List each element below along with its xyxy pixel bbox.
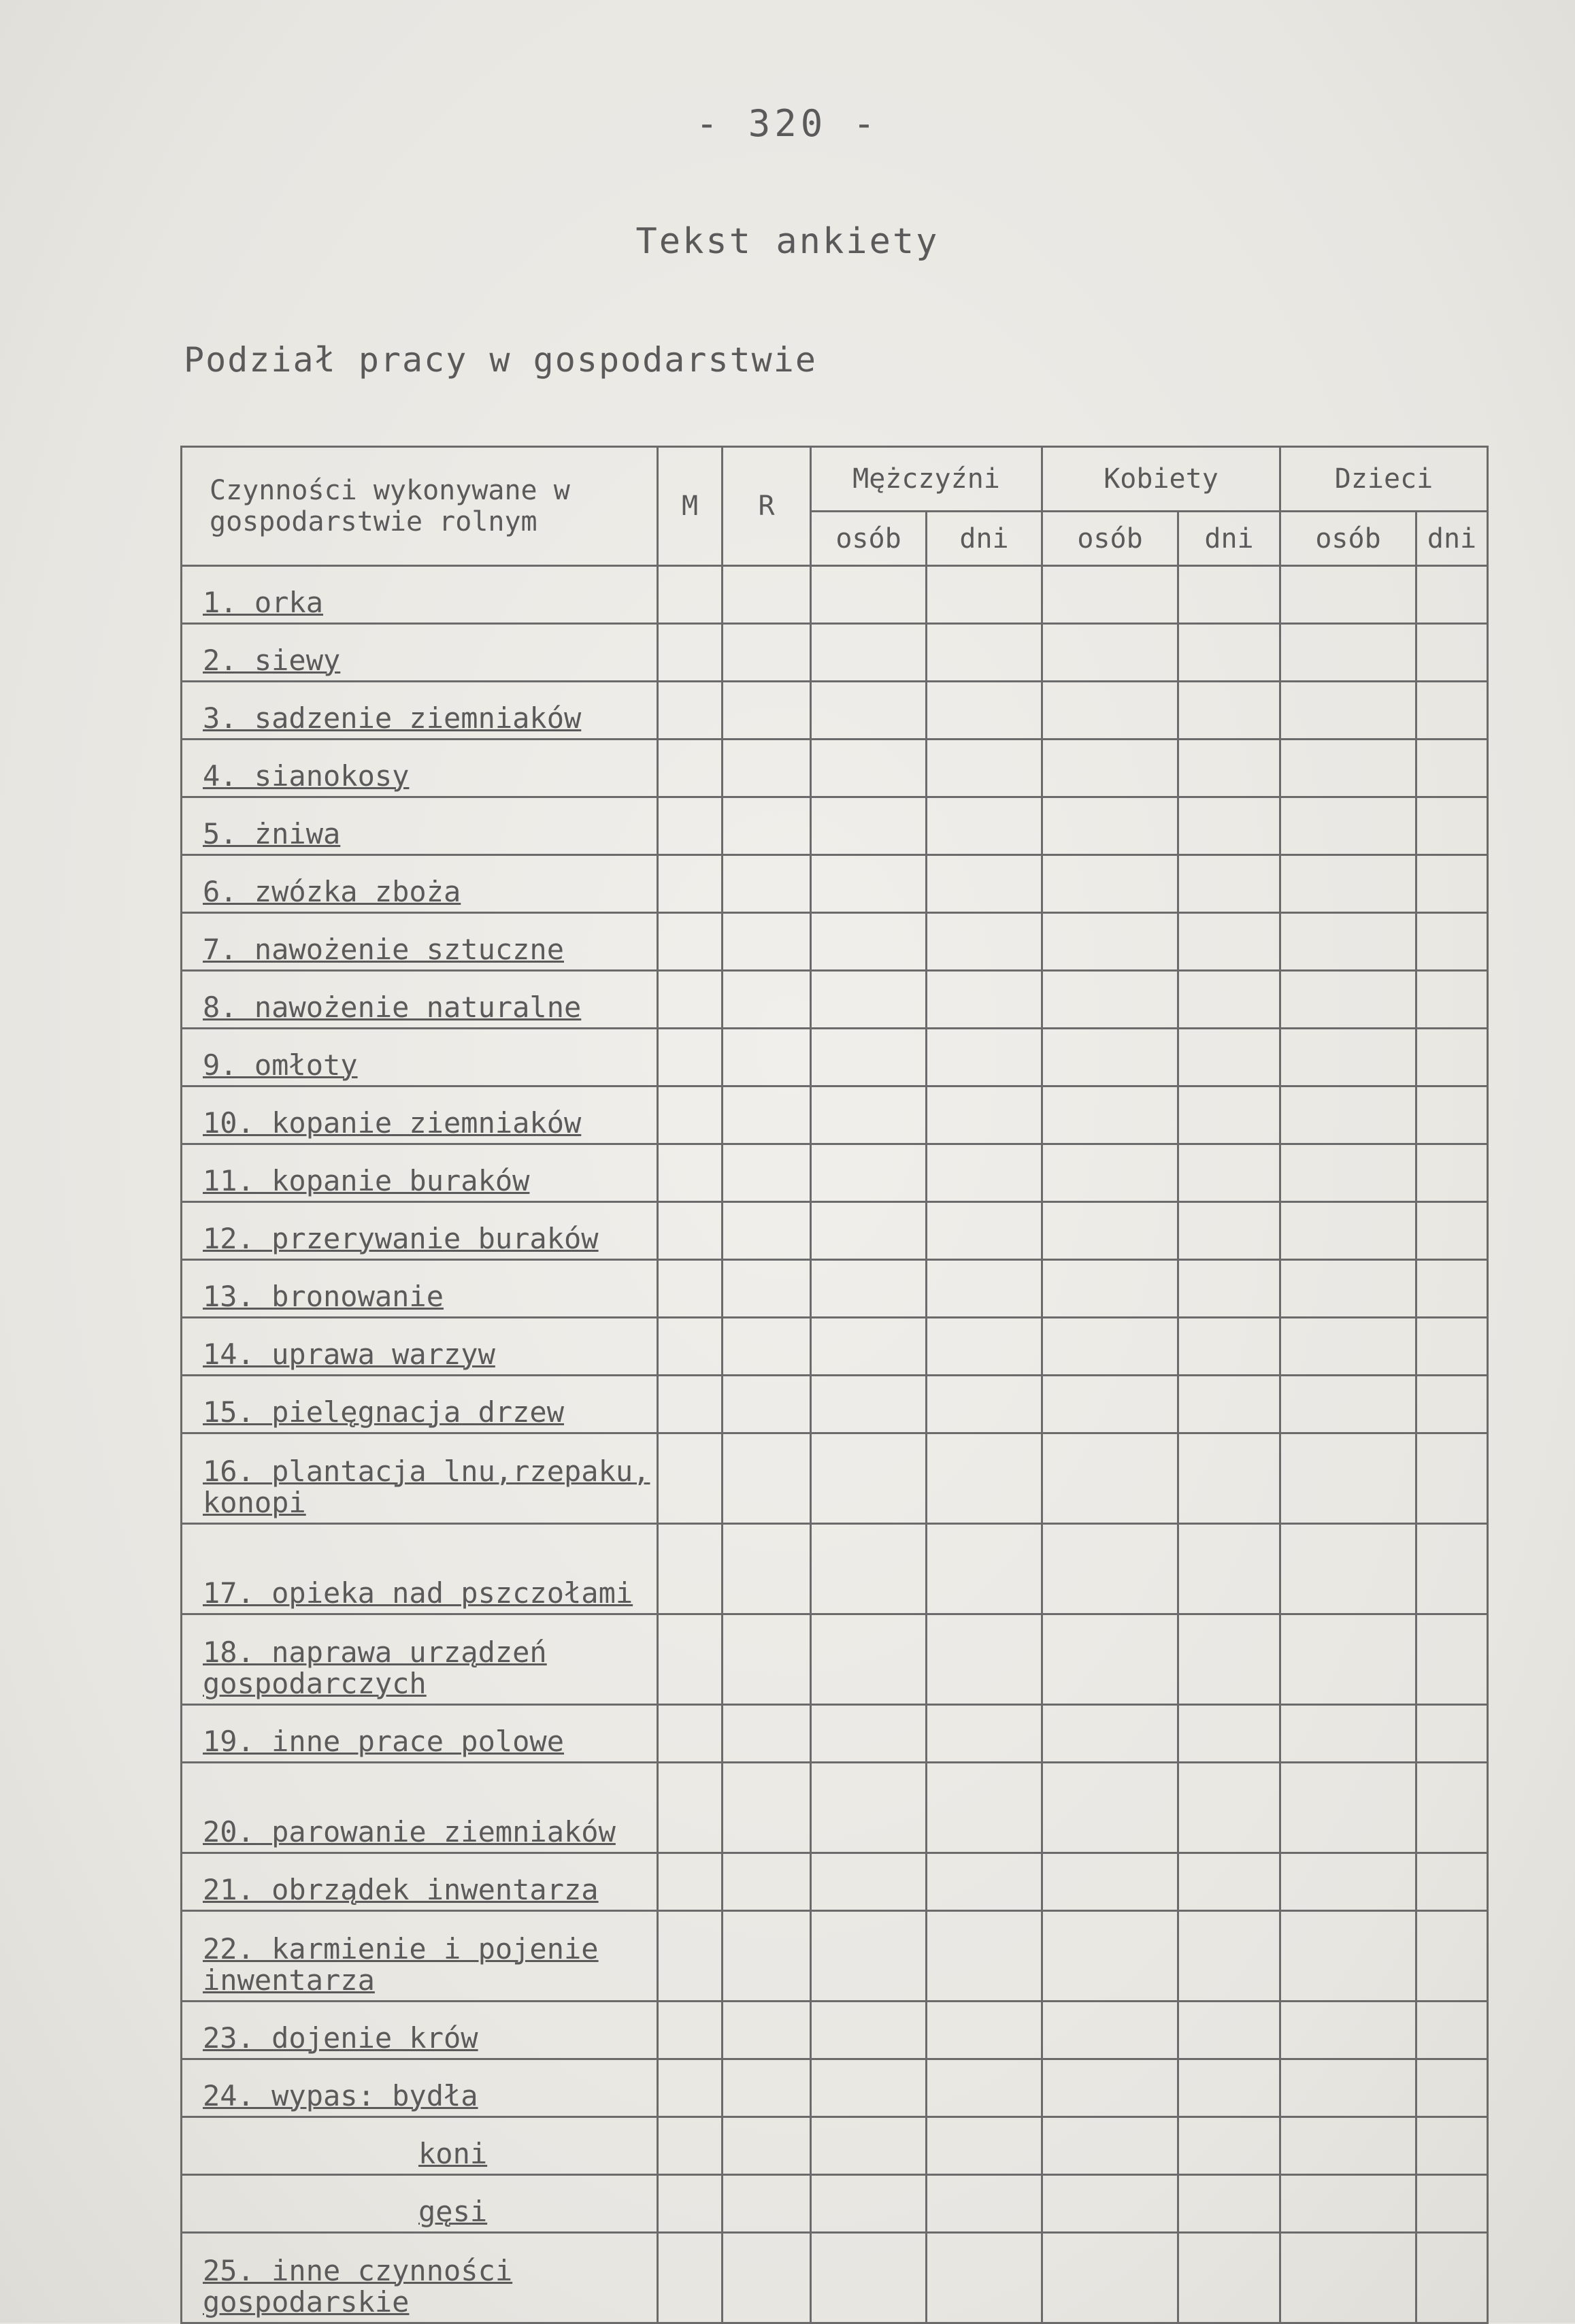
cell-women-days: [1178, 1763, 1280, 1853]
table-row: [182, 566, 1488, 624]
cell-children-days: [1416, 1086, 1488, 1144]
cell-women-days: [1178, 913, 1280, 971]
cell-r: [723, 1705, 811, 1763]
table-row: [182, 1376, 1488, 1433]
cell-women-days: [1178, 1086, 1280, 1144]
cell-r: [723, 566, 811, 624]
table-row: [182, 913, 1488, 971]
activity-label: 8. nawożenie naturalne: [203, 991, 582, 1024]
cell-children-persons: [1280, 1144, 1416, 1202]
header-activity: Czynności wykonywane w gospodarstwie rolnym: [182, 447, 658, 566]
activity-label: 17. opieka nad pszczołami: [203, 1576, 633, 1610]
table-row: [182, 1260, 1488, 1318]
cell-m: [658, 1086, 723, 1144]
activity-label: 21. obrządek inwentarza: [203, 1873, 599, 1906]
cell-men-days: [927, 1029, 1042, 1086]
activity-label: 25. inne czynności gospodarskie: [203, 2254, 513, 2319]
cell-women-persons: [1042, 2002, 1178, 2059]
cell-children-days: [1416, 1433, 1488, 1524]
cell-women-days: [1178, 624, 1280, 682]
activity-label: 1. orka: [203, 586, 324, 619]
cell-women-persons: [1042, 1614, 1178, 1705]
cell-r: [723, 1853, 811, 1911]
cell-children-persons: [1280, 1433, 1416, 1524]
cell-men-days: [927, 855, 1042, 913]
cell-children-days: [1416, 1376, 1488, 1433]
cell-women-days: [1178, 1260, 1280, 1318]
cell-children-persons: [1280, 971, 1416, 1029]
cell-men-persons: [811, 2002, 927, 2059]
cell-women-persons: [1042, 1086, 1178, 1144]
table-row: [182, 2059, 1488, 2117]
table-row: [182, 740, 1488, 797]
cell-men-days: [927, 797, 1042, 855]
table-row: [182, 682, 1488, 740]
table-row: [182, 1614, 1488, 1705]
cell-r: [723, 971, 811, 1029]
cell-m: [658, 1433, 723, 1524]
cell-children-days: [1416, 1524, 1488, 1614]
cell-r: [723, 855, 811, 913]
cell-women-persons: [1042, 1763, 1178, 1853]
activity-label: 10. kopanie ziemniaków: [203, 1106, 582, 1140]
cell-children-persons: [1280, 1086, 1416, 1144]
cell-children-days: [1416, 2117, 1488, 2175]
header-women: Kobiety: [1042, 447, 1280, 512]
cell-men-days: [927, 913, 1042, 971]
activity-label: 14. uprawa warzyw: [203, 1338, 495, 1371]
cell-children-days: [1416, 682, 1488, 740]
cell-children-persons: [1280, 2002, 1416, 2059]
table-row: [182, 624, 1488, 682]
activity-label: 23. dojenie krów: [203, 2021, 478, 2055]
cell-children-persons: [1280, 1614, 1416, 1705]
cell-men-days: [927, 1260, 1042, 1318]
cell-women-days: [1178, 797, 1280, 855]
cell-children-days: [1416, 2175, 1488, 2233]
cell-men-days: [927, 1911, 1042, 2002]
cell-m: [658, 1705, 723, 1763]
table-row: [182, 1318, 1488, 1376]
activity-label: gęsi: [418, 2195, 488, 2228]
cell-men-persons: [811, 1202, 927, 1260]
cell-children-days: [1416, 913, 1488, 971]
cell-children-days: [1416, 1029, 1488, 1086]
cell-m: [658, 1853, 723, 1911]
table-row: [182, 855, 1488, 913]
cell-men-persons: [811, 855, 927, 913]
cell-children-persons: [1280, 1911, 1416, 2002]
cell-women-persons: [1042, 1433, 1178, 1524]
cell-r: [723, 1086, 811, 1144]
cell-m: [658, 1318, 723, 1376]
cell-m: [658, 1260, 723, 1318]
cell-children-days: [1416, 2059, 1488, 2117]
cell-women-days: [1178, 1029, 1280, 1086]
header-children-days: dni: [1416, 512, 1488, 566]
cell-women-persons: [1042, 682, 1178, 740]
cell-men-days: [927, 1524, 1042, 1614]
cell-children-persons: [1280, 2059, 1416, 2117]
cell-women-days: [1178, 566, 1280, 624]
cell-women-days: [1178, 2233, 1280, 2323]
cell-children-persons: [1280, 1029, 1416, 1086]
table-row: [182, 2233, 1488, 2323]
cell-men-days: [927, 2059, 1042, 2117]
cell-children-days: [1416, 1705, 1488, 1763]
cell-children-days: [1416, 797, 1488, 855]
cell-women-days: [1178, 682, 1280, 740]
cell-children-days: [1416, 1202, 1488, 1260]
cell-m: [658, 682, 723, 740]
cell-r: [723, 2059, 811, 2117]
activity-label: 2. siewy: [203, 644, 341, 677]
activity-label: 16. plantacja lnu,rzepaku, konopi: [203, 1455, 650, 1519]
table-row: [182, 1524, 1488, 1614]
cell-men-persons: [811, 1029, 927, 1086]
cell-men-persons: [811, 971, 927, 1029]
cell-women-persons: [1042, 971, 1178, 1029]
activity-label: 20. parowanie ziemniaków: [203, 1815, 616, 1848]
cell-men-persons: [811, 1260, 927, 1318]
activity-label: 15. pielęgnacja drzew: [203, 1395, 565, 1429]
cell-m: [658, 624, 723, 682]
cell-children-days: [1416, 971, 1488, 1029]
header-m: M: [658, 447, 723, 566]
cell-men-days: [927, 971, 1042, 1029]
cell-children-persons: [1280, 624, 1416, 682]
table-row: [182, 1705, 1488, 1763]
cell-men-persons: [811, 2175, 927, 2233]
cell-m: [658, 1763, 723, 1853]
cell-r: [723, 1318, 811, 1376]
cell-women-persons: [1042, 1318, 1178, 1376]
cell-children-persons: [1280, 1705, 1416, 1763]
activity-label: 11. kopanie buraków: [203, 1164, 530, 1197]
cell-children-days: [1416, 566, 1488, 624]
cell-children-days: [1416, 2002, 1488, 2059]
cell-men-persons: [811, 797, 927, 855]
table-row: [182, 1911, 1488, 2002]
cell-m: [658, 1614, 723, 1705]
cell-children-days: [1416, 1614, 1488, 1705]
cell-r: [723, 2233, 811, 2323]
cell-women-persons: [1042, 1029, 1178, 1086]
cell-women-days: [1178, 855, 1280, 913]
cell-r: [723, 740, 811, 797]
cell-men-days: [927, 1433, 1042, 1524]
cell-children-persons: [1280, 1318, 1416, 1376]
cell-r: [723, 1614, 811, 1705]
cell-men-days: [927, 2117, 1042, 2175]
cell-men-days: [927, 1763, 1042, 1853]
cell-women-persons: [1042, 797, 1178, 855]
cell-women-days: [1178, 2059, 1280, 2117]
cell-m: [658, 740, 723, 797]
cell-men-persons: [811, 682, 927, 740]
cell-children-days: [1416, 1318, 1488, 1376]
header-men-persons: osób: [811, 512, 927, 566]
table-row: [182, 1433, 1488, 1524]
header-children-persons: osób: [1280, 512, 1416, 566]
cell-men-days: [927, 566, 1042, 624]
cell-women-persons: [1042, 566, 1178, 624]
cell-women-days: [1178, 1376, 1280, 1433]
document-title: Tekst ankiety: [635, 221, 940, 262]
cell-r: [723, 2002, 811, 2059]
cell-men-days: [927, 1202, 1042, 1260]
cell-men-days: [927, 1853, 1042, 1911]
cell-children-persons: [1280, 682, 1416, 740]
cell-women-persons: [1042, 2117, 1178, 2175]
cell-r: [723, 682, 811, 740]
cell-women-days: [1178, 1524, 1280, 1614]
cell-women-persons: [1042, 855, 1178, 913]
cell-r: [723, 1029, 811, 1086]
activity-label: 19. inne prace polowe: [203, 1725, 565, 1758]
cell-r: [723, 1524, 811, 1614]
cell-r: [723, 913, 811, 971]
cell-women-days: [1178, 1433, 1280, 1524]
cell-men-persons: [811, 1086, 927, 1144]
activity-label: koni: [418, 2137, 488, 2170]
table-row: [182, 1086, 1488, 1144]
cell-men-persons: [811, 1376, 927, 1433]
cell-m: [658, 566, 723, 624]
cell-women-days: [1178, 1853, 1280, 1911]
cell-women-persons: [1042, 913, 1178, 971]
cell-children-persons: [1280, 2233, 1416, 2323]
cell-women-persons: [1042, 2059, 1178, 2117]
cell-women-persons: [1042, 2175, 1178, 2233]
cell-men-persons: [811, 1763, 927, 1853]
cell-women-persons: [1042, 1705, 1178, 1763]
cell-m: [658, 1029, 723, 1086]
cell-children-persons: [1280, 797, 1416, 855]
cell-women-persons: [1042, 1376, 1178, 1433]
table-row: [182, 1763, 1488, 1853]
cell-r: [723, 1144, 811, 1202]
page-number: - 320 -: [695, 102, 880, 145]
activity-label: 7. nawożenie sztuczne: [203, 933, 565, 966]
cell-women-days: [1178, 971, 1280, 1029]
activity-label: 12. przerywanie buraków: [203, 1222, 599, 1255]
cell-r: [723, 2175, 811, 2233]
cell-children-days: [1416, 1260, 1488, 1318]
cell-men-persons: [811, 2059, 927, 2117]
cell-men-persons: [811, 1524, 927, 1614]
cell-r: [723, 797, 811, 855]
header-children: Dzieci: [1280, 447, 1488, 512]
cell-r: [723, 1376, 811, 1433]
activity-label: 18. naprawa urządzeń gospodarczych: [203, 1636, 547, 1700]
table-row: [182, 2117, 1488, 2175]
section-title: Podział pracy w gospodarstwie: [184, 340, 817, 380]
cell-men-persons: [811, 1705, 927, 1763]
cell-men-persons: [811, 1144, 927, 1202]
activity-label: 6. zwózka zboża: [203, 875, 461, 908]
cell-r: [723, 1202, 811, 1260]
cell-women-persons: [1042, 1202, 1178, 1260]
cell-r: [723, 624, 811, 682]
cell-m: [658, 1144, 723, 1202]
header-men-days: dni: [927, 512, 1042, 566]
activity-label: 24. wypas: bydła: [203, 2079, 478, 2112]
cell-children-days: [1416, 855, 1488, 913]
cell-r: [723, 1433, 811, 1524]
activity-label: 22. karmienie i pojenie inwentarza: [203, 1932, 599, 1997]
cell-m: [658, 2002, 723, 2059]
cell-men-days: [927, 1318, 1042, 1376]
cell-m: [658, 797, 723, 855]
header-women-days: dni: [1178, 512, 1280, 566]
cell-children-days: [1416, 1763, 1488, 1853]
cell-children-persons: [1280, 855, 1416, 913]
cell-children-days: [1416, 1911, 1488, 2002]
table-row: [182, 971, 1488, 1029]
cell-men-persons: [811, 2233, 927, 2323]
cell-men-days: [927, 1144, 1042, 1202]
cell-women-persons: [1042, 1260, 1178, 1318]
activity-label: 13. bronowanie: [203, 1280, 444, 1313]
cell-children-persons: [1280, 566, 1416, 624]
cell-children-days: [1416, 624, 1488, 682]
cell-children-persons: [1280, 2117, 1416, 2175]
cell-r: [723, 2117, 811, 2175]
cell-women-days: [1178, 1614, 1280, 1705]
cell-m: [658, 2059, 723, 2117]
cell-m: [658, 971, 723, 1029]
cell-m: [658, 2175, 723, 2233]
cell-r: [723, 1763, 811, 1853]
cell-men-days: [927, 1086, 1042, 1144]
activity-label: 4. sianokosy: [203, 759, 410, 793]
cell-men-persons: [811, 1911, 927, 2002]
table-row: [182, 2002, 1488, 2059]
cell-r: [723, 1260, 811, 1318]
cell-children-persons: [1280, 913, 1416, 971]
labor-division-table: [180, 446, 1487, 2319]
cell-women-days: [1178, 740, 1280, 797]
cell-men-persons: [811, 1318, 927, 1376]
cell-men-persons: [811, 1614, 927, 1705]
cell-m: [658, 913, 723, 971]
cell-women-days: [1178, 2002, 1280, 2059]
cell-women-days: [1178, 1144, 1280, 1202]
cell-women-persons: [1042, 1853, 1178, 1911]
cell-men-persons: [811, 1853, 927, 1911]
cell-women-days: [1178, 2117, 1280, 2175]
cell-men-persons: [811, 1433, 927, 1524]
cell-men-persons: [811, 913, 927, 971]
cell-children-days: [1416, 1144, 1488, 1202]
table-row: [182, 2175, 1488, 2233]
cell-children-persons: [1280, 2175, 1416, 2233]
cell-children-days: [1416, 2233, 1488, 2323]
cell-children-persons: [1280, 1853, 1416, 1911]
cell-children-persons: [1280, 740, 1416, 797]
cell-women-days: [1178, 1318, 1280, 1376]
header-r: R: [723, 447, 811, 566]
cell-children-persons: [1280, 1376, 1416, 1433]
cell-m: [658, 2233, 723, 2323]
cell-women-days: [1178, 1705, 1280, 1763]
activity-label: 5. żniwa: [203, 817, 341, 850]
cell-men-days: [927, 2175, 1042, 2233]
cell-women-persons: [1042, 740, 1178, 797]
cell-men-days: [927, 624, 1042, 682]
cell-children-persons: [1280, 1524, 1416, 1614]
cell-men-days: [927, 740, 1042, 797]
table-row: [182, 1029, 1488, 1086]
cell-men-persons: [811, 624, 927, 682]
cell-children-persons: [1280, 1763, 1416, 1853]
header-men: Mężczyźni: [811, 447, 1042, 512]
cell-women-persons: [1042, 1524, 1178, 1614]
cell-m: [658, 1524, 723, 1614]
table-row: [182, 1202, 1488, 1260]
cell-men-days: [927, 1614, 1042, 1705]
cell-children-days: [1416, 1853, 1488, 1911]
table-row: [182, 1144, 1488, 1202]
cell-men-days: [927, 682, 1042, 740]
cell-m: [658, 855, 723, 913]
cell-women-persons: [1042, 1144, 1178, 1202]
cell-men-days: [927, 1376, 1042, 1433]
cell-women-persons: [1042, 2233, 1178, 2323]
cell-women-persons: [1042, 624, 1178, 682]
cell-children-persons: [1280, 1202, 1416, 1260]
cell-m: [658, 1911, 723, 2002]
cell-children-days: [1416, 740, 1488, 797]
cell-men-days: [927, 1705, 1042, 1763]
cell-men-days: [927, 2002, 1042, 2059]
header-women-persons: osób: [1042, 512, 1178, 566]
cell-men-days: [927, 2233, 1042, 2323]
cell-men-persons: [811, 566, 927, 624]
activity-label: 9. omłoty: [203, 1048, 358, 1082]
cell-men-persons: [811, 740, 927, 797]
cell-children-persons: [1280, 1260, 1416, 1318]
table-row: [182, 1853, 1488, 1911]
cell-men-persons: [811, 2117, 927, 2175]
cell-m: [658, 1202, 723, 1260]
table-row: [182, 797, 1488, 855]
cell-women-days: [1178, 2175, 1280, 2233]
cell-r: [723, 1911, 811, 2002]
cell-women-days: [1178, 1202, 1280, 1260]
cell-women-persons: [1042, 1911, 1178, 2002]
activity-label: 3. sadzenie ziemniaków: [203, 701, 582, 735]
cell-m: [658, 2117, 723, 2175]
cell-women-days: [1178, 1911, 1280, 2002]
cell-m: [658, 1376, 723, 1433]
